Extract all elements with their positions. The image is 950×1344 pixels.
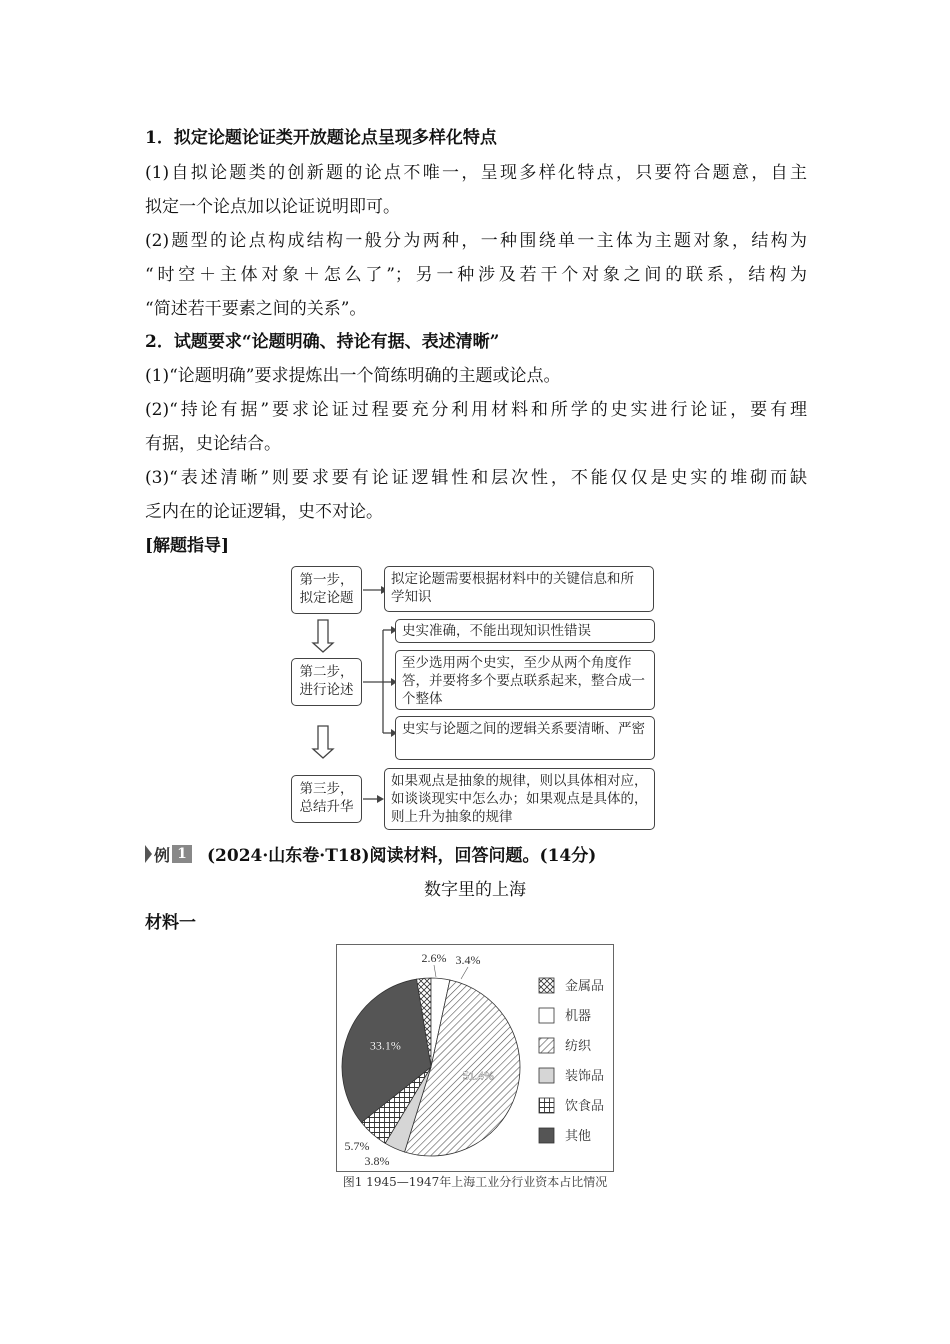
example-tag-num: 1 [172,845,192,863]
example-tag-label: 例 [154,845,171,865]
pie-chart [336,944,614,1172]
legend-swatch-food [539,1098,554,1113]
flow-step1-box: 拟定论题需要根据材料中的关键信息和所学知识 [384,566,654,612]
legend-label-decoration: 装饰品 [565,1069,605,1084]
legend-label-food: 饮食品 [565,1099,605,1114]
material-label: 材料一 [145,913,196,933]
pie-label-textile: 51.4% [462,1068,494,1083]
example-tag [145,845,192,863]
legend-swatch-textile [539,1038,554,1053]
section1-p2-line2: “时空＋主体对象＋怎么了”；另一种涉及若干个对象之间的联系，结构为 [145,265,807,285]
section1-p1-line2: 拟定一个论点加以论证说明即可。 [145,197,400,217]
legend-label-textile: 纺织 [565,1039,592,1054]
flow-step2: 第二步， 进行论述 [291,658,362,706]
legend-swatch-metal [539,978,554,993]
pie-label-metal: 2.6% [421,951,447,965]
pie-label-food: 5.7% [344,1139,370,1153]
example-heading: 数字里的上海 [424,880,526,900]
section2-p3-line1: (3)“表述清晰”则要求要有论证逻辑性和层次性，不能仅仅是史实的堆砌而缺 [145,468,807,488]
section2-p2-line1: (2)“持论有据”要求论证过程要充分利用材料和所学的史实进行论证，要有理 [145,400,807,420]
legend-label-machine: 机器 [565,1009,592,1024]
section2-p2-line2: 有据，史论结合。 [145,434,281,454]
pie-leader-line [434,965,436,977]
legend-swatch-other [539,1128,554,1143]
flow-step2-box1: 史实准确，不能出现知识性错误 [395,619,655,643]
section2-title: 2．试题要求“论题明确、持论有据、表述清晰” [145,332,500,352]
guide-label: [解题指导] [145,536,230,556]
flow-step1: 第一步， 拟定论题 [291,566,362,614]
example-text: (2024·山东卷·T18)阅读材料，回答问题。(14分) [207,846,597,866]
section1-title: 1．拟定论题论证类开放题论点呈现多样化特点 [145,128,497,148]
legend-label-other: 其他 [565,1129,592,1144]
flow-step2-box3: 史实与论题之间的逻辑关系要清晰、严密 [395,716,655,760]
flow-step3: 第三步， 总结升华 [291,775,362,823]
section1-p1-line1: (1)自拟论题类的创新题的论点不唯一，呈现多样化特点，只要符合题意，自主 [145,163,807,183]
legend-swatch-decoration [539,1068,554,1083]
section1-p2-line1: (2)题型的论点构成结构一般分为两种，一种围绕单一主体为主题对象，结构为 [145,231,807,251]
section2-p3-line2: 乏内在的论证逻辑，史不对论。 [145,502,383,522]
flow-step2-box2: 至少选用两个史实，至少从两个角度作答，并要将多个要点联系起来，整合成一个整体 [395,650,655,710]
chart-caption: 图1 1945—1947年上海工业分行业资本占比情况 [342,1175,608,1189]
section1-p2-line3: “简述若干要素之间的关系”。 [145,299,367,319]
legend-label-metal: 金属品 [565,979,605,994]
pie-label-machine: 3.4% [455,953,481,967]
pie-label-decoration: 3.8% [364,1154,390,1168]
pie-leader-line [461,967,468,979]
pie-label-other: 33.1% [369,1038,401,1053]
legend-swatch-machine [539,1008,554,1023]
section2-p1: (1)“论题明确”要求提炼出一个简练明确的主题或论点。 [145,366,561,386]
flow-step3-box: 如果观点是抽象的规律，则以具体相对应，如谈谈现实中怎么办；如果观点是具体的，则上升为抽象的规律 [384,768,655,830]
